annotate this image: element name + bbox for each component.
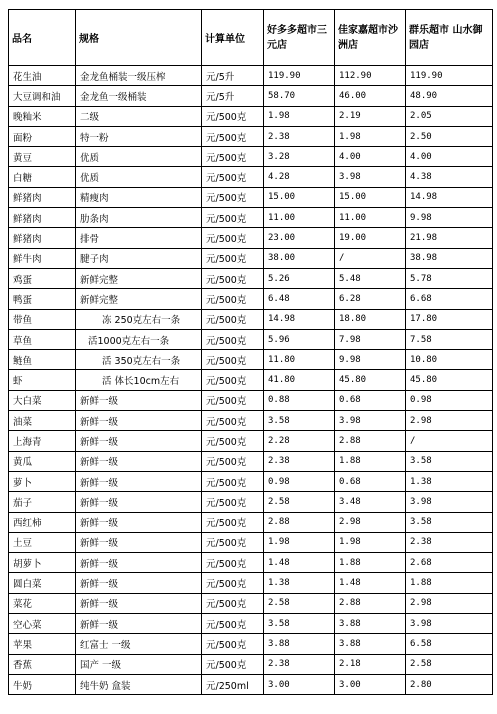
store-1-price-cell: 1.98: [264, 532, 335, 552]
product-name-cell: 大白菜: [9, 390, 76, 410]
unit-cell: 元/500克: [202, 370, 264, 390]
table-row: [9, 147, 493, 167]
store-3-price-cell: 2.50: [406, 126, 493, 146]
unit-cell: 元/500克: [202, 187, 264, 207]
table-row: [9, 370, 493, 390]
store-2-price-cell: 5.48: [335, 268, 406, 288]
product-name-cell: 鲜猪肉: [9, 187, 76, 207]
product-name-cell: 虾: [9, 370, 76, 390]
store-2-price-cell: 4.00: [335, 147, 406, 167]
product-name-cell: 土豆: [9, 532, 76, 552]
product-name-cell: 带鱼: [9, 309, 76, 329]
table-row: [9, 431, 493, 451]
store-3-price-cell: 5.78: [406, 268, 493, 288]
product-name-cell: 白糖: [9, 167, 76, 187]
store-3-price-cell: 3.98: [406, 614, 493, 634]
store-1-price-cell: 3.58: [264, 614, 335, 634]
table-row: [9, 309, 493, 329]
product-name-cell: 空心菜: [9, 614, 76, 634]
store-2-price-cell: 1.88: [335, 553, 406, 573]
unit-cell: 元/500克: [202, 411, 264, 431]
table-row: [9, 634, 493, 654]
store-2-price-cell: 7.98: [335, 329, 406, 349]
store-2-price-cell: 15.00: [335, 187, 406, 207]
table-row: [9, 573, 493, 593]
unit-cell: 元/500克: [202, 126, 264, 146]
spec-cell: 金龙鱼一级桶装: [76, 86, 202, 106]
store-1-price-cell: 2.58: [264, 593, 335, 613]
unit-cell: 元/500克: [202, 329, 264, 349]
store-2-price-cell: 19.00: [335, 228, 406, 248]
spec-cell: 新鲜一级: [76, 390, 202, 410]
store-3-price-cell: 17.80: [406, 309, 493, 329]
table-row: [9, 471, 493, 491]
unit-cell: 元/500克: [202, 248, 264, 268]
unit-cell: 元/500克: [202, 573, 264, 593]
store-2-price-cell: 3.48: [335, 492, 406, 512]
product-name-cell: 黄豆: [9, 147, 76, 167]
store-1-price-cell: 0.98: [264, 471, 335, 491]
store-3-price-cell: 2.80: [406, 674, 493, 694]
table-row: [9, 208, 493, 228]
table-row: [9, 411, 493, 431]
unit-cell: 元/500克: [202, 309, 264, 329]
store-2-price-cell: 1.88: [335, 451, 406, 471]
store-1-price-cell: 3.28: [264, 147, 335, 167]
table-row: [9, 106, 493, 126]
store-1-price-cell: 5.96: [264, 329, 335, 349]
unit-cell: 元/500克: [202, 614, 264, 634]
store-2-price-cell: 2.98: [335, 512, 406, 532]
product-name-cell: 苹果: [9, 634, 76, 654]
store-3-price-cell: 14.98: [406, 187, 493, 207]
store-1-price-cell: 58.70: [264, 86, 335, 106]
product-name-cell: 面粉: [9, 126, 76, 146]
store-1-price-cell: 2.58: [264, 492, 335, 512]
store-3-price-cell: /: [406, 431, 493, 451]
table-row: [9, 350, 493, 370]
store-3-price-cell: 7.58: [406, 329, 493, 349]
store-3-price-cell: 48.90: [406, 86, 493, 106]
product-name-cell: 菜花: [9, 593, 76, 613]
product-name-cell: 花生油: [9, 66, 76, 86]
unit-cell: 元/250ml: [202, 674, 264, 694]
store-3-price-cell: 9.98: [406, 208, 493, 228]
spec-cell: 二级: [76, 106, 202, 126]
store-1-price-cell: 38.00: [264, 248, 335, 268]
store-1-price-cell: 6.48: [264, 289, 335, 309]
store-2-price-cell: 3.88: [335, 614, 406, 634]
spec-cell: 优质: [76, 147, 202, 167]
store-2-price-cell: /: [335, 248, 406, 268]
store-2-price-cell: 45.80: [335, 370, 406, 390]
product-name-cell: 西红柿: [9, 512, 76, 532]
store-1-price-cell: 15.00: [264, 187, 335, 207]
table-row: [9, 167, 493, 187]
spec-cell: 新鲜一级: [76, 451, 202, 471]
header-unit: 计算单位: [202, 10, 264, 66]
product-name-cell: 鸭蛋: [9, 289, 76, 309]
store-1-price-cell: 119.90: [264, 66, 335, 86]
unit-cell: 元/500克: [202, 654, 264, 674]
unit-cell: 元/500克: [202, 167, 264, 187]
table-row: [9, 268, 493, 288]
store-1-price-cell: 14.98: [264, 309, 335, 329]
product-name-cell: 晚籼米: [9, 106, 76, 126]
store-2-price-cell: 0.68: [335, 390, 406, 410]
spec-cell: 新鲜一级: [76, 512, 202, 532]
spec-cell: 新鲜一级: [76, 614, 202, 634]
store-1-price-cell: 2.38: [264, 654, 335, 674]
unit-cell: 元/500克: [202, 451, 264, 471]
store-3-price-cell: 1.38: [406, 471, 493, 491]
spec-cell: 新鲜一级: [76, 471, 202, 491]
store-2-price-cell: 3.00: [335, 674, 406, 694]
store-3-price-cell: 119.90: [406, 66, 493, 86]
store-3-price-cell: 1.88: [406, 573, 493, 593]
store-3-price-cell: 0.98: [406, 390, 493, 410]
store-1-price-cell: 4.28: [264, 167, 335, 187]
store-1-price-cell: 3.58: [264, 411, 335, 431]
table-row: [9, 532, 493, 552]
store-3-price-cell: 2.98: [406, 411, 493, 431]
product-name-cell: 香蕉: [9, 654, 76, 674]
header-store-1: 好多多超市三元店: [264, 10, 335, 66]
product-name-cell: 鲜猪肉: [9, 228, 76, 248]
store-2-price-cell: 2.88: [335, 431, 406, 451]
store-3-price-cell: 2.38: [406, 532, 493, 552]
spec-cell: 活 350克左右一条: [76, 350, 202, 370]
product-name-cell: 上海青: [9, 431, 76, 451]
product-name-cell: 牛奶: [9, 674, 76, 694]
store-1-price-cell: 41.80: [264, 370, 335, 390]
unit-cell: 元/500克: [202, 228, 264, 248]
product-name-cell: 胡萝卜: [9, 553, 76, 573]
store-2-price-cell: 18.80: [335, 309, 406, 329]
spec-cell: 新鲜完整: [76, 289, 202, 309]
store-2-price-cell: 6.28: [335, 289, 406, 309]
header-row: [9, 10, 493, 66]
store-3-price-cell: 3.98: [406, 492, 493, 512]
unit-cell: 元/500克: [202, 492, 264, 512]
store-2-price-cell: 2.88: [335, 593, 406, 613]
table-row: [9, 228, 493, 248]
table-body: [9, 66, 493, 695]
spec-cell: 新鲜一级: [76, 411, 202, 431]
store-2-price-cell: 1.48: [335, 573, 406, 593]
spec-cell: 新鲜一级: [76, 431, 202, 451]
store-3-price-cell: 2.58: [406, 654, 493, 674]
store-1-price-cell: 11.00: [264, 208, 335, 228]
store-1-price-cell: 2.28: [264, 431, 335, 451]
table-row: [9, 553, 493, 573]
unit-cell: 元/500克: [202, 268, 264, 288]
spec-cell: 新鲜一级: [76, 573, 202, 593]
header-store-2: 佳家嘉超市沙洲店: [335, 10, 406, 66]
store-3-price-cell: 2.68: [406, 553, 493, 573]
spec-cell: 活1000克左右一条: [76, 329, 202, 349]
table-row: [9, 86, 493, 106]
unit-cell: 元/500克: [202, 289, 264, 309]
product-name-cell: 茄子: [9, 492, 76, 512]
unit-cell: 元/500克: [202, 208, 264, 228]
price-table: [8, 9, 493, 695]
product-name-cell: 黄瓜: [9, 451, 76, 471]
spec-cell: 新鲜一级: [76, 532, 202, 552]
table-row: [9, 451, 493, 471]
spec-cell: 新鲜完整: [76, 268, 202, 288]
unit-cell: 元/500克: [202, 471, 264, 491]
table-row: [9, 614, 493, 634]
table-row: [9, 593, 493, 613]
spec-cell: 新鲜一级: [76, 492, 202, 512]
product-name-cell: 鲢鱼: [9, 350, 76, 370]
table-row: [9, 674, 493, 694]
spec-cell: 排骨: [76, 228, 202, 248]
store-3-price-cell: 6.58: [406, 634, 493, 654]
store-1-price-cell: 1.38: [264, 573, 335, 593]
store-2-price-cell: 3.88: [335, 634, 406, 654]
store-1-price-cell: 0.88: [264, 390, 335, 410]
unit-cell: 元/500克: [202, 634, 264, 654]
spec-cell: 金龙鱼桶装一级压榨: [76, 66, 202, 86]
spec-cell: 冻 250克左右一条: [76, 309, 202, 329]
table-row: [9, 512, 493, 532]
spec-cell: 肋条肉: [76, 208, 202, 228]
table-row: [9, 492, 493, 512]
spec-cell: 纯牛奶 盒装: [76, 674, 202, 694]
store-2-price-cell: 2.19: [335, 106, 406, 126]
store-2-price-cell: 46.00: [335, 86, 406, 106]
unit-cell: 元/500克: [202, 532, 264, 552]
spec-cell: 腱子肉: [76, 248, 202, 268]
table-row: [9, 654, 493, 674]
store-3-price-cell: 4.38: [406, 167, 493, 187]
spec-cell: 新鲜一级: [76, 553, 202, 573]
store-1-price-cell: 2.38: [264, 126, 335, 146]
product-name-cell: 鲜猪肉: [9, 208, 76, 228]
store-1-price-cell: 3.00: [264, 674, 335, 694]
spec-cell: 红富士 一级: [76, 634, 202, 654]
product-name-cell: 大豆调和油: [9, 86, 76, 106]
unit-cell: 元/500克: [202, 431, 264, 451]
product-name-cell: 油菜: [9, 411, 76, 431]
store-2-price-cell: 3.98: [335, 167, 406, 187]
table-row: [9, 390, 493, 410]
header-product-name: 品名: [9, 10, 76, 66]
store-1-price-cell: 5.26: [264, 268, 335, 288]
store-2-price-cell: 9.98: [335, 350, 406, 370]
unit-cell: 元/500克: [202, 106, 264, 126]
table-row: [9, 248, 493, 268]
header-store-3: 群乐超市 山水御园店: [406, 10, 493, 66]
product-name-cell: 鸡蛋: [9, 268, 76, 288]
table-row: [9, 187, 493, 207]
table-row: [9, 329, 493, 349]
store-3-price-cell: 3.58: [406, 512, 493, 532]
store-1-price-cell: 1.98: [264, 106, 335, 126]
store-3-price-cell: 3.58: [406, 451, 493, 471]
product-name-cell: 萝卜: [9, 471, 76, 491]
spec-cell: 新鲜一级: [76, 593, 202, 613]
unit-cell: 元/5升: [202, 86, 264, 106]
store-1-price-cell: 23.00: [264, 228, 335, 248]
store-2-price-cell: 3.98: [335, 411, 406, 431]
spec-cell: 精瘦肉: [76, 187, 202, 207]
store-2-price-cell: 1.98: [335, 126, 406, 146]
header-spec: 规格: [76, 10, 202, 66]
store-2-price-cell: 112.90: [335, 66, 406, 86]
unit-cell: 元/500克: [202, 147, 264, 167]
store-3-price-cell: 2.98: [406, 593, 493, 613]
table-row: [9, 66, 493, 86]
unit-cell: 元/500克: [202, 553, 264, 573]
store-3-price-cell: 45.80: [406, 370, 493, 390]
store-3-price-cell: 6.68: [406, 289, 493, 309]
store-2-price-cell: 0.68: [335, 471, 406, 491]
store-1-price-cell: 11.80: [264, 350, 335, 370]
spec-cell: 活 体长10cm左右: [76, 370, 202, 390]
store-1-price-cell: 2.38: [264, 451, 335, 471]
store-2-price-cell: 1.98: [335, 532, 406, 552]
spec-cell: 特一粉: [76, 126, 202, 146]
spec-cell: 国产 一级: [76, 654, 202, 674]
product-name-cell: 圆白菜: [9, 573, 76, 593]
unit-cell: 元/500克: [202, 593, 264, 613]
store-1-price-cell: 2.88: [264, 512, 335, 532]
store-3-price-cell: 38.98: [406, 248, 493, 268]
store-2-price-cell: 2.18: [335, 654, 406, 674]
store-3-price-cell: 21.98: [406, 228, 493, 248]
table-row: [9, 289, 493, 309]
unit-cell: 元/500克: [202, 390, 264, 410]
unit-cell: 元/5升: [202, 66, 264, 86]
table-row: [9, 126, 493, 146]
store-3-price-cell: 10.80: [406, 350, 493, 370]
store-2-price-cell: 11.00: [335, 208, 406, 228]
spec-cell: 优质: [76, 167, 202, 187]
unit-cell: 元/500克: [202, 350, 264, 370]
store-3-price-cell: 2.05: [406, 106, 493, 126]
unit-cell: 元/500克: [202, 512, 264, 532]
store-1-price-cell: 3.88: [264, 634, 335, 654]
store-1-price-cell: 1.48: [264, 553, 335, 573]
product-name-cell: 草鱼: [9, 329, 76, 349]
product-name-cell: 鲜牛肉: [9, 248, 76, 268]
store-3-price-cell: 4.00: [406, 147, 493, 167]
